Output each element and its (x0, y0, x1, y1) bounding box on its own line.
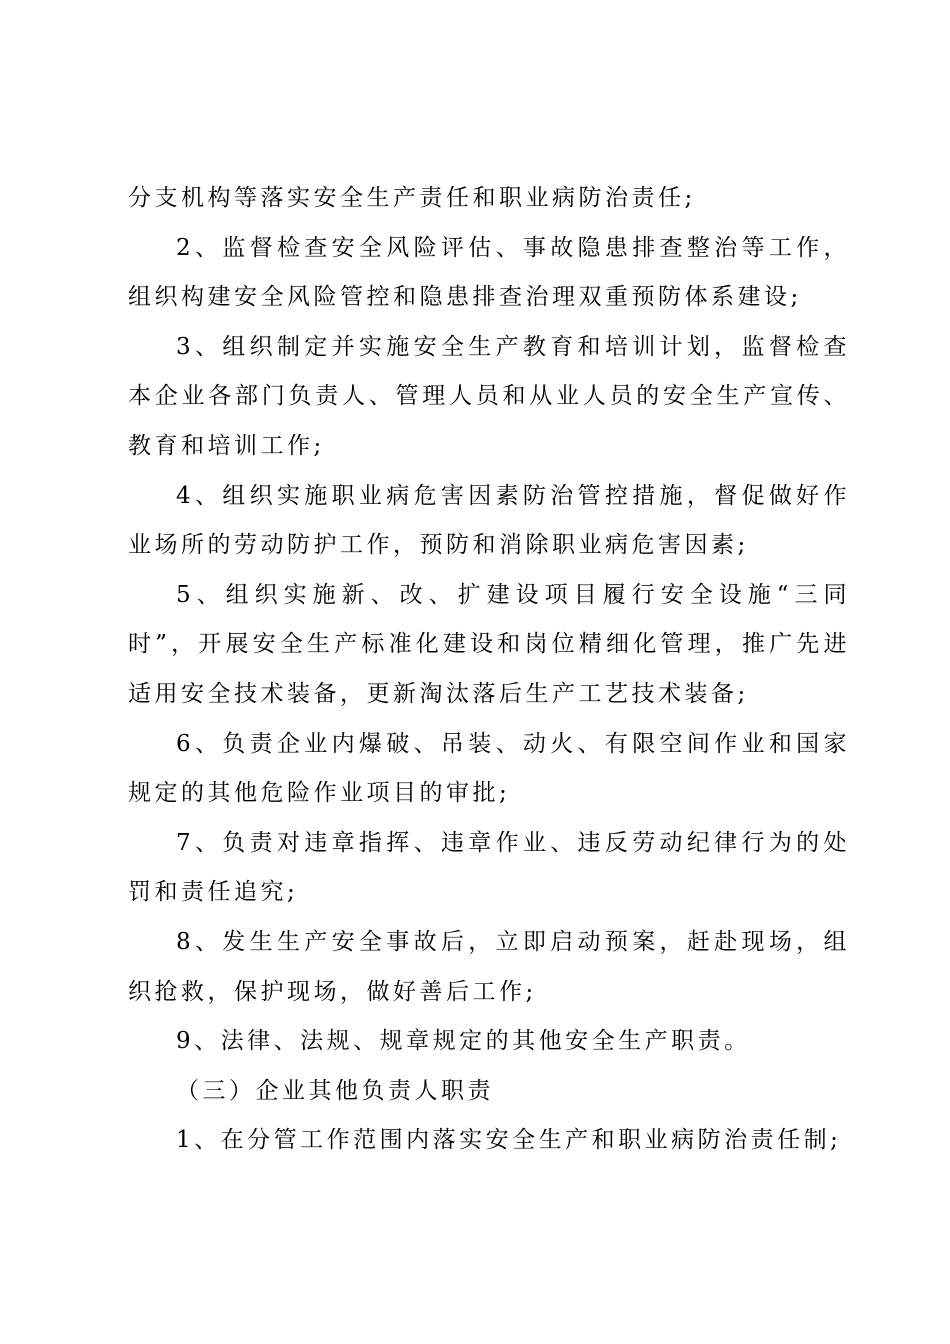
paragraph-3: 3、组织制定并实施安全生产教育和培训计划，监督检查本企业各部门负责人、管理人员和从业人员的安全生产宣传、教育和培训工作; (128, 333, 850, 459)
paragraph-10: 1、在分管工作范围内落实安全生产和职业病防治责任制; (176, 1127, 842, 1154)
paragraph-5: 5、组织实施新、改、扩建设项目履行安全设施“三同时”，开展安全生产标准化建设和岗位精细化管理，推广先进适用安全技术装备，更新淘汰落后生产工艺技术装备; (128, 581, 850, 707)
paragraph-4: 4、组织实施职业病危害因素防治管控措施，督促做好作业场所的劳动防护工作，预防和消除职业病危害因素; (128, 482, 850, 559)
paragraph-8: 8、发生生产安全事故后，立即启动预案，赶赴现场，组织抢救，保护现场，做好善后工作; (128, 928, 850, 1005)
paragraph-9: 9、法律、法规、规章规定的其他安全生产职责。 (176, 1028, 751, 1055)
paragraph-1: 分支机构等落实安全生产责任和职业病防治责任; (128, 185, 696, 211)
paragraph-2: 2、监督检查安全风险评估、事故隐患排查整治等工作，组织构建安全风险管控和隐患排查治理双重预防体系建设; (128, 234, 850, 311)
paragraph-6: 6、负责企业内爆破、吊装、动火、有限空间作业和国家规定的其他危险作业项目的审批; (128, 730, 850, 807)
paragraph-7: 7、负责对违章指挥、违章作业、违反劳动纪律行为的处罚和责任追究; (128, 829, 850, 906)
document-body (128, 174, 850, 1166)
section-heading: （三）企业其他负责人职责 (176, 1077, 494, 1104)
